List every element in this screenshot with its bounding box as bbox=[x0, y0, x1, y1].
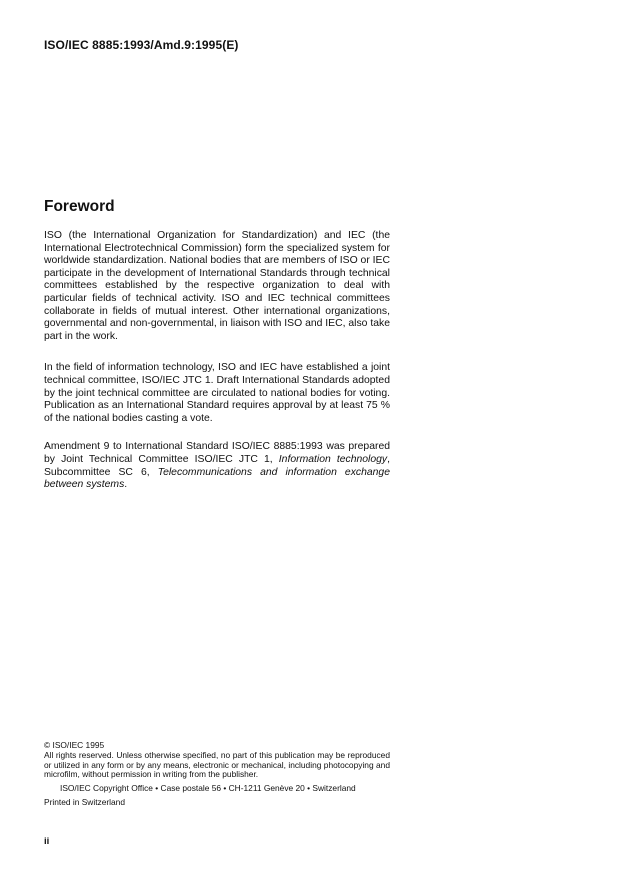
foreword-body bbox=[44, 230, 390, 506]
copyright-notice: © ISO/IEC 1995 bbox=[44, 740, 105, 750]
foreword-heading: Foreword bbox=[44, 198, 115, 215]
foreword-paragraph-1: ISO (the International Organization for Standardization) and IEC (the International Electrotechnical Commission) form the specialized system for worldwide standardization. National bodies that are members of ISO or IEC participate in the development of International Standards through technical committees established by the respective organization to deal with particular fields of technical activity. ISO and IEC technical committees collaborate in fields of mutual interest. Other international organizations, governmental and non-governmental, in liaison with ISO and IEC, also take part in the work. bbox=[44, 230, 390, 342]
paragraph-3-italic-subcommittee: Telecommunications and information exchange between systems bbox=[44, 466, 390, 491]
printed-in: Printed in Switzerland bbox=[44, 797, 125, 808]
foreword-paragraph-2: In the field of information technology, ISO and IEC have established a joint technical committee, ISO/IEC JTC 1. Draft International Standards adopted by the joint technical committee are circulated to national bodies for voting. Publication as an International Standard requires approval by at least 75 % of the national bodies casting a vote. bbox=[44, 362, 390, 424]
copyright-block bbox=[44, 741, 390, 807]
page-number: ii bbox=[44, 836, 50, 847]
paragraph-3-end: . bbox=[124, 479, 128, 491]
paragraph-3-italic-title: Information technology bbox=[278, 453, 388, 465]
copyright-rights: All rights reserved. Unless otherwise specified, no part of this publication may be reproduced or utilized in any form or by any means, electronic or mechanical, including photocopying and microfilm, without permission in writing from the publisher. bbox=[44, 750, 390, 780]
paragraph-3-start: Amendment 9 to International Standard ISO/IEC 8885:1993 was prepared by Joint Technical Committee ISO/IEC JTC 1, bbox=[44, 441, 390, 465]
foreword-paragraph-3 bbox=[44, 441, 390, 491]
paragraph-3-middle: , Subcommittee SC 6, bbox=[44, 453, 391, 478]
document-header: ISO/IEC 8885:1993/Amd.9:1995(E) bbox=[44, 38, 239, 52]
copyright-office: ISO/IEC Copyright Office • Case postale 56 • CH-1211 Genève 20 • Switzerland bbox=[60, 782, 356, 793]
